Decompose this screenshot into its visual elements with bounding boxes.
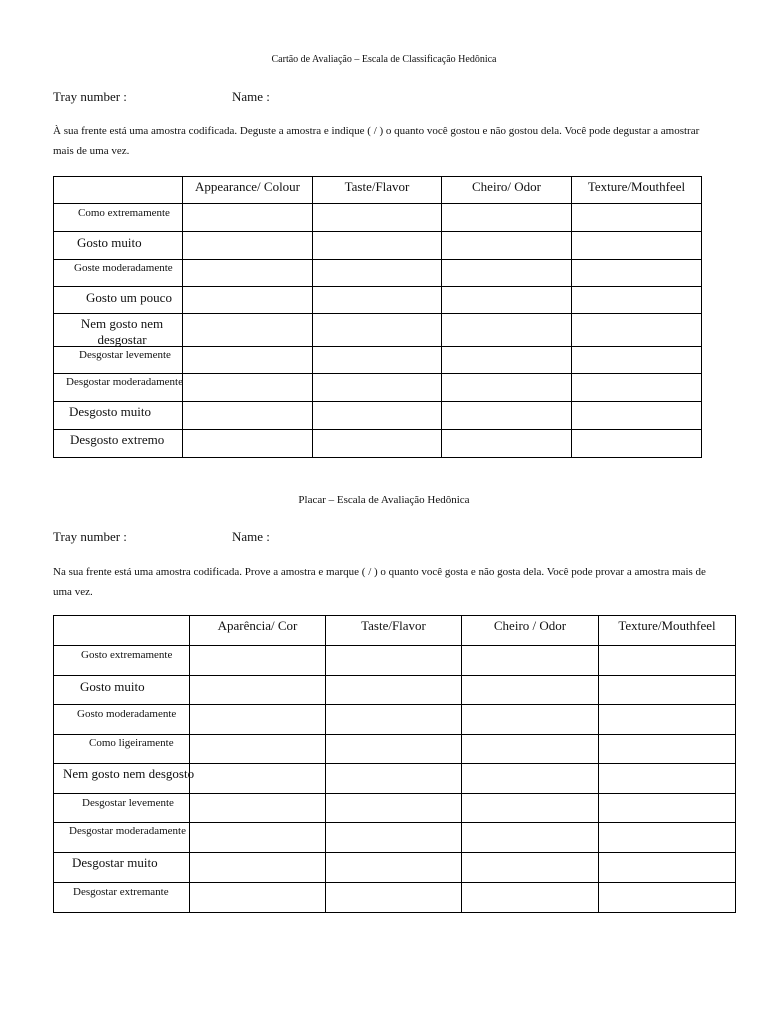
- rating-cell[interactable]: [190, 823, 326, 853]
- row-label: Desgostar muito: [72, 855, 158, 870]
- column-header: Appearance/ Colour: [183, 177, 313, 204]
- row-label-cell: [54, 287, 183, 314]
- table-row: [54, 676, 736, 705]
- rating-cell[interactable]: [599, 735, 736, 764]
- row-label: Gosto um pouco: [86, 290, 172, 305]
- rating-cell[interactable]: [190, 646, 326, 676]
- row-label: Gosto muito: [77, 235, 142, 250]
- table-row: [54, 374, 702, 402]
- row-label: Goste moderadamente: [74, 262, 173, 274]
- rating-cell[interactable]: [572, 374, 702, 402]
- table-row: [54, 823, 736, 853]
- rating-cell[interactable]: [326, 794, 462, 823]
- column-header: Taste/Flavor: [326, 616, 462, 646]
- rating-cell[interactable]: [599, 794, 736, 823]
- row-label: Desgosto extremo: [70, 432, 165, 447]
- table-row: [54, 347, 702, 374]
- rating-cell[interactable]: [326, 676, 462, 705]
- column-header: Aparência/ Cor: [190, 616, 326, 646]
- column-header: Texture/Mouthfeel: [572, 177, 702, 204]
- row-label-cell: [54, 705, 190, 735]
- rating-cell[interactable]: [326, 823, 462, 853]
- rating-cell[interactable]: [183, 287, 313, 314]
- card2-title: Placar – Escala de Avaliação Hedônica: [298, 494, 470, 506]
- row-label-cell: [54, 676, 190, 705]
- table-header-row: [54, 177, 702, 204]
- rating-cell[interactable]: [313, 374, 442, 402]
- table-row: [54, 204, 702, 232]
- rating-cell[interactable]: [183, 430, 313, 458]
- rating-cell[interactable]: [326, 735, 462, 764]
- rating-cell[interactable]: [572, 287, 702, 314]
- table-row: [54, 853, 736, 883]
- row-label: Como extremamente: [78, 207, 170, 219]
- card1-rating-table: [53, 176, 702, 458]
- rating-cell[interactable]: [326, 764, 462, 794]
- row-label-cell: [54, 430, 183, 458]
- rating-cell[interactable]: [462, 764, 599, 794]
- row-label: Desgostar levemente: [82, 797, 174, 809]
- rating-cell[interactable]: [462, 735, 599, 764]
- card1-title: Cartão de Avaliação – Escala de Classificação Hedônica: [271, 54, 497, 65]
- table-row: [54, 287, 702, 314]
- row-label-cell: [54, 402, 183, 430]
- rating-cell[interactable]: [599, 764, 736, 794]
- card2-tray-label: Tray number :: [53, 529, 127, 544]
- row-label: Gosto extremamente: [81, 649, 173, 661]
- header-corner: [54, 616, 190, 646]
- rating-cell[interactable]: [326, 883, 462, 913]
- table-row: [54, 402, 702, 430]
- rating-cell[interactable]: [442, 347, 572, 374]
- row-label: Desgostar moderadamente: [69, 825, 186, 837]
- card1-tray-label: Tray number :: [53, 89, 127, 104]
- row-label-cell: [54, 883, 190, 913]
- rating-cell[interactable]: [599, 676, 736, 705]
- row-label: Nem gosto nem desgostar: [80, 316, 164, 347]
- row-label: Gosto muito: [80, 679, 145, 694]
- rating-cell[interactable]: [462, 823, 599, 853]
- rating-cell[interactable]: [190, 853, 326, 883]
- rating-cell[interactable]: [313, 260, 442, 287]
- rating-cell[interactable]: [190, 735, 326, 764]
- rating-cell[interactable]: [190, 764, 326, 794]
- table-row: [54, 764, 736, 794]
- rating-cell[interactable]: [442, 430, 572, 458]
- rating-cell[interactable]: [313, 402, 442, 430]
- rating-cell[interactable]: [442, 314, 572, 347]
- row-label-cell: [54, 735, 190, 764]
- rating-cell[interactable]: [313, 204, 442, 232]
- row-label-cell: [54, 853, 190, 883]
- column-header: Cheiro / Odor: [462, 616, 599, 646]
- row-label-cell: [54, 823, 190, 853]
- rating-cell[interactable]: [183, 374, 313, 402]
- rating-cell[interactable]: [462, 705, 599, 735]
- rating-cell[interactable]: [183, 314, 313, 347]
- rating-cell[interactable]: [190, 705, 326, 735]
- card2-rating-table: [53, 615, 736, 913]
- rating-cell[interactable]: [442, 232, 572, 260]
- row-label: Desgostar levemente: [79, 349, 171, 361]
- table-row: [54, 794, 736, 823]
- row-label-cell: [54, 232, 183, 260]
- row-label-cell: [54, 314, 183, 347]
- rating-cell[interactable]: [326, 646, 462, 676]
- rating-cell[interactable]: [572, 260, 702, 287]
- rating-cell[interactable]: [462, 646, 599, 676]
- row-label: Como ligeiramente: [89, 737, 174, 749]
- card2-name-label: Name :: [232, 529, 270, 544]
- table-row: [54, 735, 736, 764]
- row-label-cell: [54, 374, 183, 402]
- table-row: [54, 314, 702, 347]
- table-row: [54, 646, 736, 676]
- row-label: Desgosto muito: [69, 404, 151, 419]
- rating-cell[interactable]: [442, 260, 572, 287]
- rating-cell[interactable]: [326, 705, 462, 735]
- card1-intro: À sua frente está uma amostra codificada. Deguste a amostra e indique ( / ) o quanto você gostou e não gostou dela. Você pode degustar a amostrar mais de uma vez.: [53, 125, 700, 157]
- rating-cell[interactable]: [599, 823, 736, 853]
- table-row: [54, 232, 702, 260]
- table-row: [54, 260, 702, 287]
- rating-cell[interactable]: [183, 402, 313, 430]
- rating-cell[interactable]: [190, 883, 326, 913]
- table-row: [54, 430, 702, 458]
- rating-cell[interactable]: [183, 260, 313, 287]
- column-header: Cheiro/ Odor: [442, 177, 572, 204]
- rating-cell[interactable]: [572, 204, 702, 232]
- table-row: [54, 883, 736, 913]
- rating-cell[interactable]: [326, 853, 462, 883]
- row-label-cell: [54, 764, 195, 794]
- rating-cell[interactable]: [442, 204, 572, 232]
- rating-cell[interactable]: [572, 430, 702, 458]
- table-row: [54, 705, 736, 735]
- rating-cell[interactable]: [572, 347, 702, 374]
- rating-cell[interactable]: [183, 347, 313, 374]
- rating-cell[interactable]: [442, 374, 572, 402]
- row-label-cell: [54, 347, 183, 374]
- card1-name-label: Name :: [232, 89, 270, 104]
- row-label-cell: [54, 260, 183, 287]
- rating-cell[interactable]: [462, 794, 599, 823]
- rating-cell[interactable]: [462, 853, 599, 883]
- rating-cell[interactable]: [313, 314, 442, 347]
- rating-cell[interactable]: [313, 287, 442, 314]
- rating-cell[interactable]: [190, 676, 326, 705]
- row-label: Desgostar extremante: [73, 886, 169, 898]
- row-label-cell: [54, 646, 190, 676]
- rating-cell[interactable]: [572, 314, 702, 347]
- rating-cell[interactable]: [462, 676, 599, 705]
- rating-cell[interactable]: [313, 232, 442, 260]
- rating-cell[interactable]: [599, 646, 736, 676]
- row-label: Desgostar moderadamente: [66, 376, 183, 388]
- card2-intro: Na sua frente está uma amostra codificada. Prove a amostra e marque ( / ) o quanto você gosta e não gosta dela. Você pode provar a amostra mais de uma vez.: [53, 566, 706, 598]
- rating-cell[interactable]: [462, 883, 599, 913]
- rating-cell[interactable]: [183, 232, 313, 260]
- rating-cell[interactable]: [572, 232, 702, 260]
- row-label: Nem gosto nem desgosto: [63, 766, 195, 781]
- rating-cell[interactable]: [442, 287, 572, 314]
- rating-cell[interactable]: [313, 347, 442, 374]
- rating-cell[interactable]: [599, 853, 736, 883]
- rating-cell[interactable]: [572, 402, 702, 430]
- row-label-cell: [54, 794, 190, 823]
- rating-cell[interactable]: [313, 430, 442, 458]
- column-header: Texture/Mouthfeel: [599, 616, 736, 646]
- header-corner: [54, 177, 183, 204]
- rating-cell[interactable]: [599, 883, 736, 913]
- column-header: Taste/Flavor: [313, 177, 442, 204]
- rating-cell[interactable]: [190, 794, 326, 823]
- rating-cell[interactable]: [599, 705, 736, 735]
- rating-cell[interactable]: [183, 204, 313, 232]
- rating-cell[interactable]: [442, 402, 572, 430]
- table-header-row: [54, 616, 736, 646]
- row-label: Gosto moderadamente: [77, 708, 177, 720]
- row-label-cell: [54, 204, 183, 232]
